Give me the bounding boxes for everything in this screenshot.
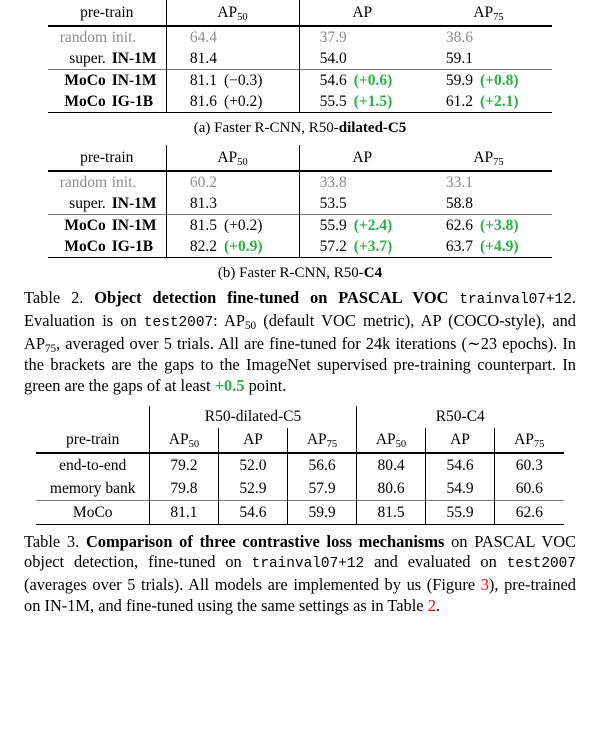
table-row: [36, 477, 563, 501]
cell-ap50: 82.2 (+0.9): [166, 236, 299, 258]
row-label: MoCo IG-1B: [48, 91, 166, 113]
row-label: MoCo: [36, 500, 149, 524]
header-ap75: $AP_{75}$: [473, 4, 504, 23]
pretrain-method: random: [59, 29, 108, 46]
table-reference-link[interactable]: 2: [427, 596, 436, 616]
row-label: MoCo IN-1M: [48, 70, 166, 92]
table-row: [36, 500, 563, 524]
cell-value: 57.9: [287, 477, 356, 501]
table-row: [48, 236, 552, 258]
cell-ap: 33.8: [299, 171, 425, 193]
cell-ap: 54.0: [299, 48, 425, 70]
table-3-column-header-row: [36, 428, 563, 453]
cell-ap50: 81.5 (+0.2): [166, 215, 299, 237]
table-row: [48, 48, 552, 70]
table-3-group-header-row: [36, 406, 563, 428]
cell-value: 54.9: [426, 477, 495, 501]
cell-ap50: 81.4: [166, 48, 299, 70]
cell-ap75: 62.6 (+3.8): [425, 215, 552, 237]
table-2-label: Table 2.: [24, 288, 84, 307]
pretrain-dataset: init.: [111, 29, 137, 46]
cell-ap: 53.5: [299, 193, 425, 215]
cell-ap75: 58.8: [445, 195, 473, 212]
row-label: end-to-end: [36, 453, 149, 477]
group-header-empty: [36, 406, 149, 428]
row-label: memory bank: [49, 479, 136, 497]
dataset-test2007: test2007: [506, 556, 576, 573]
table-row: [48, 171, 552, 193]
cell-ap: 54.6 (+0.6): [299, 70, 425, 92]
cell-value: 79.8: [149, 477, 218, 501]
cell-ap: 55.5 (+1.5): [299, 91, 425, 113]
table-3: [36, 406, 563, 525]
table-row: [48, 215, 552, 237]
cell-value: 79.2: [149, 453, 218, 477]
table-row: [48, 70, 552, 92]
header-ap75: $AP_{75}$: [473, 149, 504, 168]
header-pre-train: pre-train: [66, 430, 120, 448]
cell-ap50: 60.2: [166, 171, 299, 193]
table-2-caption: Table 2. Object detection fine-tuned on PASCAL VOC trainval07+12. Evaluation is on test2007: $AP_{50}$ (default VOC metric), AP (COCO-style), and $AP_{75}$, averaged over 5 trials. All are fine-tuned for 24k iterations (∼23 epochs). In the brackets are the gaps to the ImageNet supervised pre-training counterpart. In green are the gaps of at least +0.5 point.: [24, 288, 576, 395]
table-2a: [48, 0, 552, 113]
row-label: MoCo IN-1M: [48, 215, 166, 237]
header-ap-c5: AP: [218, 428, 287, 453]
cell-value: 59.9: [287, 500, 356, 524]
row-label: random init.: [48, 171, 166, 193]
cell-value: 62.6: [495, 500, 564, 524]
group-header-c4: R50-C4: [357, 406, 564, 428]
table-row: [36, 453, 563, 477]
table-2b-subcaption: (b) Faster R-CNN, R50-C4: [217, 265, 383, 281]
table-2-title: Object detection fine-tuned on PASCAL VOC: [94, 288, 449, 307]
cell-value: 54.6: [426, 453, 495, 477]
header-pre-train: pre-train: [80, 4, 134, 21]
cell-ap75: 38.6: [425, 26, 552, 48]
header-ap: AP: [299, 0, 425, 26]
cell-value: 55.9: [426, 500, 495, 524]
cell-ap: 57.2 (+3.7): [299, 236, 425, 258]
cell-ap75: 59.9 (+0.8): [425, 70, 552, 92]
cell-ap75: 33.1: [425, 171, 552, 193]
header-ap50-c4: $AP_{50}$: [357, 428, 426, 453]
header-ap-c4: AP: [426, 428, 495, 453]
table-2a-subcaption: (a) Faster R-CNN, R50-dilated-C5: [193, 120, 407, 136]
figure-reference-link[interactable]: 3: [480, 575, 489, 595]
cell-value: 54.6: [218, 500, 287, 524]
cell-ap: 37.9: [299, 26, 425, 48]
dataset-test2007: test2007: [143, 314, 214, 331]
header-ap75-c4: $AP_{75}$: [495, 428, 564, 453]
cell-ap: 55.9 (+2.4): [299, 215, 425, 237]
cell-value: 60.3: [495, 453, 564, 477]
row-label: MoCo IG-1B: [48, 236, 166, 258]
header-ap50: $AP_{50}$: [166, 145, 299, 171]
table-3-label: Table 3.: [24, 531, 80, 551]
cell-value: 80.4: [357, 453, 426, 477]
header-ap50: $AP_{50}$: [166, 0, 299, 26]
row-label: super. IN-1M: [69, 50, 157, 67]
cell-ap50: 81.1 (−0.3): [166, 70, 299, 92]
row-label: super. IN-1M: [69, 195, 157, 212]
cell-ap50: 81.6 (+0.2): [166, 91, 299, 113]
cell-ap50: 64.4: [166, 26, 299, 48]
cell-ap75: 59.1: [445, 50, 473, 67]
cell-value: 56.6: [287, 453, 356, 477]
cell-ap50: 81.3: [166, 193, 299, 215]
table-row: [48, 26, 552, 48]
header-ap75-c5: $AP_{75}$: [287, 428, 356, 453]
dataset-trainval: trainval07+12: [251, 556, 365, 573]
table-3-caption: Table 3. Comparison of three contrastive loss mechanisms on PASCAL VOC object detection, fine-tuned on trainval07+12 and evaluated on test2007 (averages over 5 trials). All models are implemented by us (Figure 3), pre-trained on IN-1M, and fine-tuned using the same settings as in Table 2.: [24, 531, 576, 616]
cell-value: 52.9: [218, 477, 287, 501]
table-2b-header-row: [48, 145, 552, 171]
group-header-dilated-c5: R50-dilated-C5: [149, 406, 356, 428]
table-2b: [48, 145, 552, 258]
header-pre-train: pre-train: [80, 149, 134, 166]
table-3-title: Comparison of three contrastive loss mechanisms: [85, 531, 445, 551]
table-2a-header-row: [48, 0, 552, 26]
table-row: [48, 91, 552, 113]
cell-value: 80.6: [357, 477, 426, 501]
cell-value: 52.0: [218, 453, 287, 477]
cell-ap75: 63.7 (+4.9): [425, 236, 552, 258]
header-ap: AP: [299, 145, 425, 171]
cell-value: 81.1: [149, 500, 218, 524]
cell-value: 81.5: [357, 500, 426, 524]
row-label: [48, 26, 166, 48]
cell-ap75: 61.2 (+2.1): [425, 91, 552, 113]
table-row: [48, 193, 552, 215]
dataset-trainval: trainval07+12: [459, 292, 572, 308]
green-threshold: +0.5: [214, 375, 245, 395]
header-ap50-c5: $AP_{50}$: [149, 428, 218, 453]
cell-value: 60.6: [495, 477, 564, 501]
